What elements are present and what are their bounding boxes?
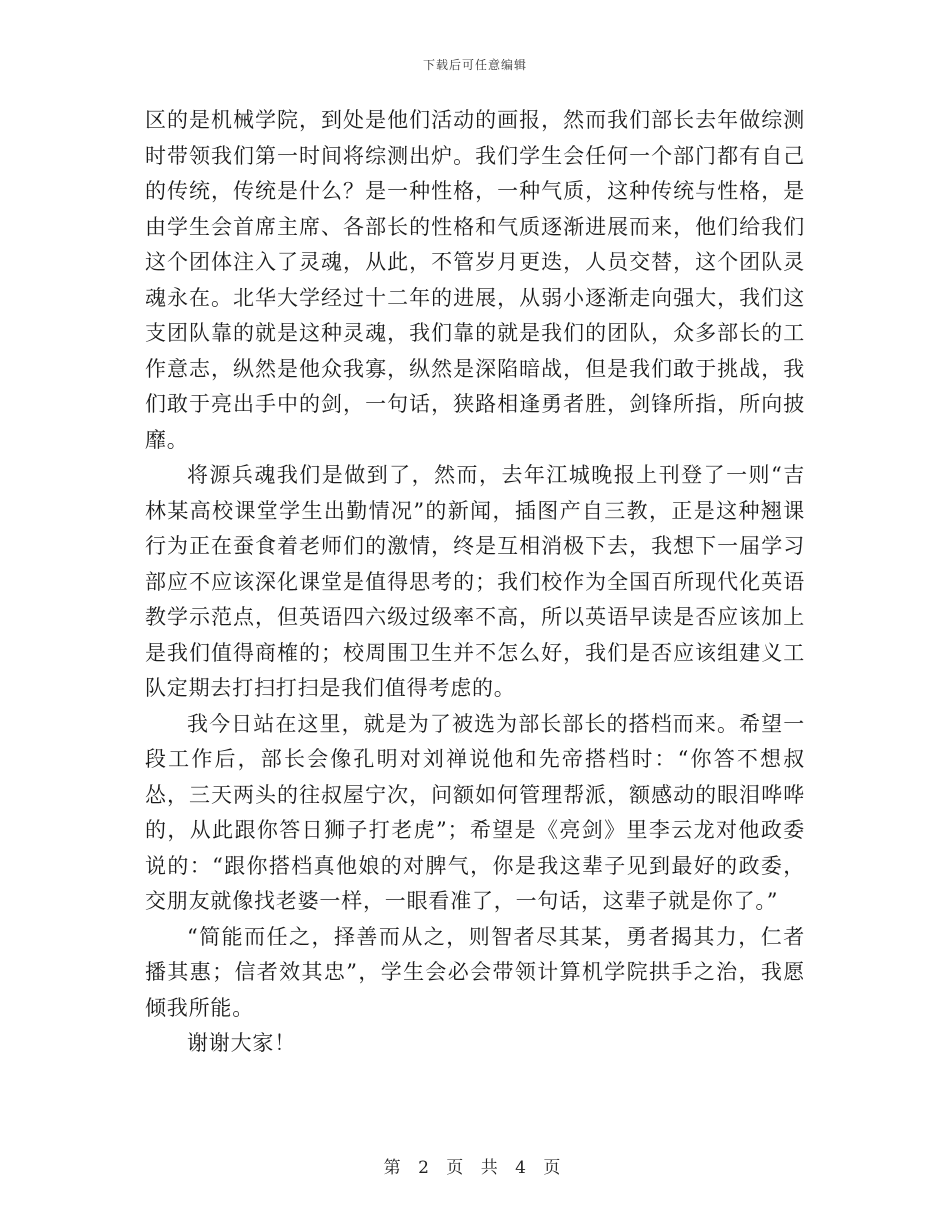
document-body [145, 103, 805, 1062]
paragraph: 我今日站在这里，就是为了被选为部长部长的搭档而来。希望一段工作后，部长会像孔明对刘禅说他和先帝搭档时：“你答不想叔怂，三天两头的往叔屋宁次，问额如何管理帮派，额感动的眼泪哗哗的，从此跟你答日狮子打老虎”；希望是《亮剑》里李云龙对他政委说的：“跟你搭档真他娘的对脾气，你是我这辈子见到最好的政委，交朋友就像找老婆一样，一眼看准了，一句话，这辈子就是你了。” [145, 711, 805, 913]
page-header: 下载后可任意编辑 [422, 58, 527, 72]
paragraph-continuation: 区的是机械学院，到处是他们活动的画报，然而我们部长去年做综测时带领我们第一时间将综测出炉。我们学生会任何一个部门都有自己的传统，传统是什么？是一种性格，一种气质，这种传统与性格，是由学生会首席主席、各部长的性格和气质逐渐进展而来，他们给我们这个团体注入了灵魂，从此，不管岁月更迭，人员交替，这个团队灵魂永在。北华大学经过十二年的进展，从弱小逐渐走向强大，我们这支团队靠的就是这种灵魂，我们靠的就是我们的团队，众多部长的工作意志，纵然是他众我寡，纵然是深陷暗战，但是我们敢于挑战，我们敢于亮出手中的剑，一句话，狭路相逢勇者胜，剑锋所指，所向披靡。 [145, 108, 805, 452]
paragraph: 将源兵魂我们是做到了，然而，去年江城晚报上刊登了一则“吉林某高校课堂学生出勤情况”的新闻，插图产自三教，正是这种翘课行为正在蚕食着老师们的激情，终是互相消极下去，我想下一届学习部应不应该深化课堂是值得思考的；我们校作为全国百所现代化英语教学示范点，但英语四六级过级率不高，所以英语早读是否应该加上是我们值得商榷的；校周围卫生并不怎么好，我们是否应该组建义工队定期去打扫打扫是我们值得考虑的。 [145, 463, 805, 700]
page-footer: 第 2 页 共 4 页 [383, 1158, 567, 1178]
paragraph: “简能而任之，择善而从之，则智者尽其某，勇者揭其力，仁者播其惠；信者效其忠”，学生会必会带领计算机学院拱手之治，我愿倾我所能。 [145, 924, 805, 1020]
paragraph-closing: 谢谢大家！ [187, 1031, 296, 1055]
